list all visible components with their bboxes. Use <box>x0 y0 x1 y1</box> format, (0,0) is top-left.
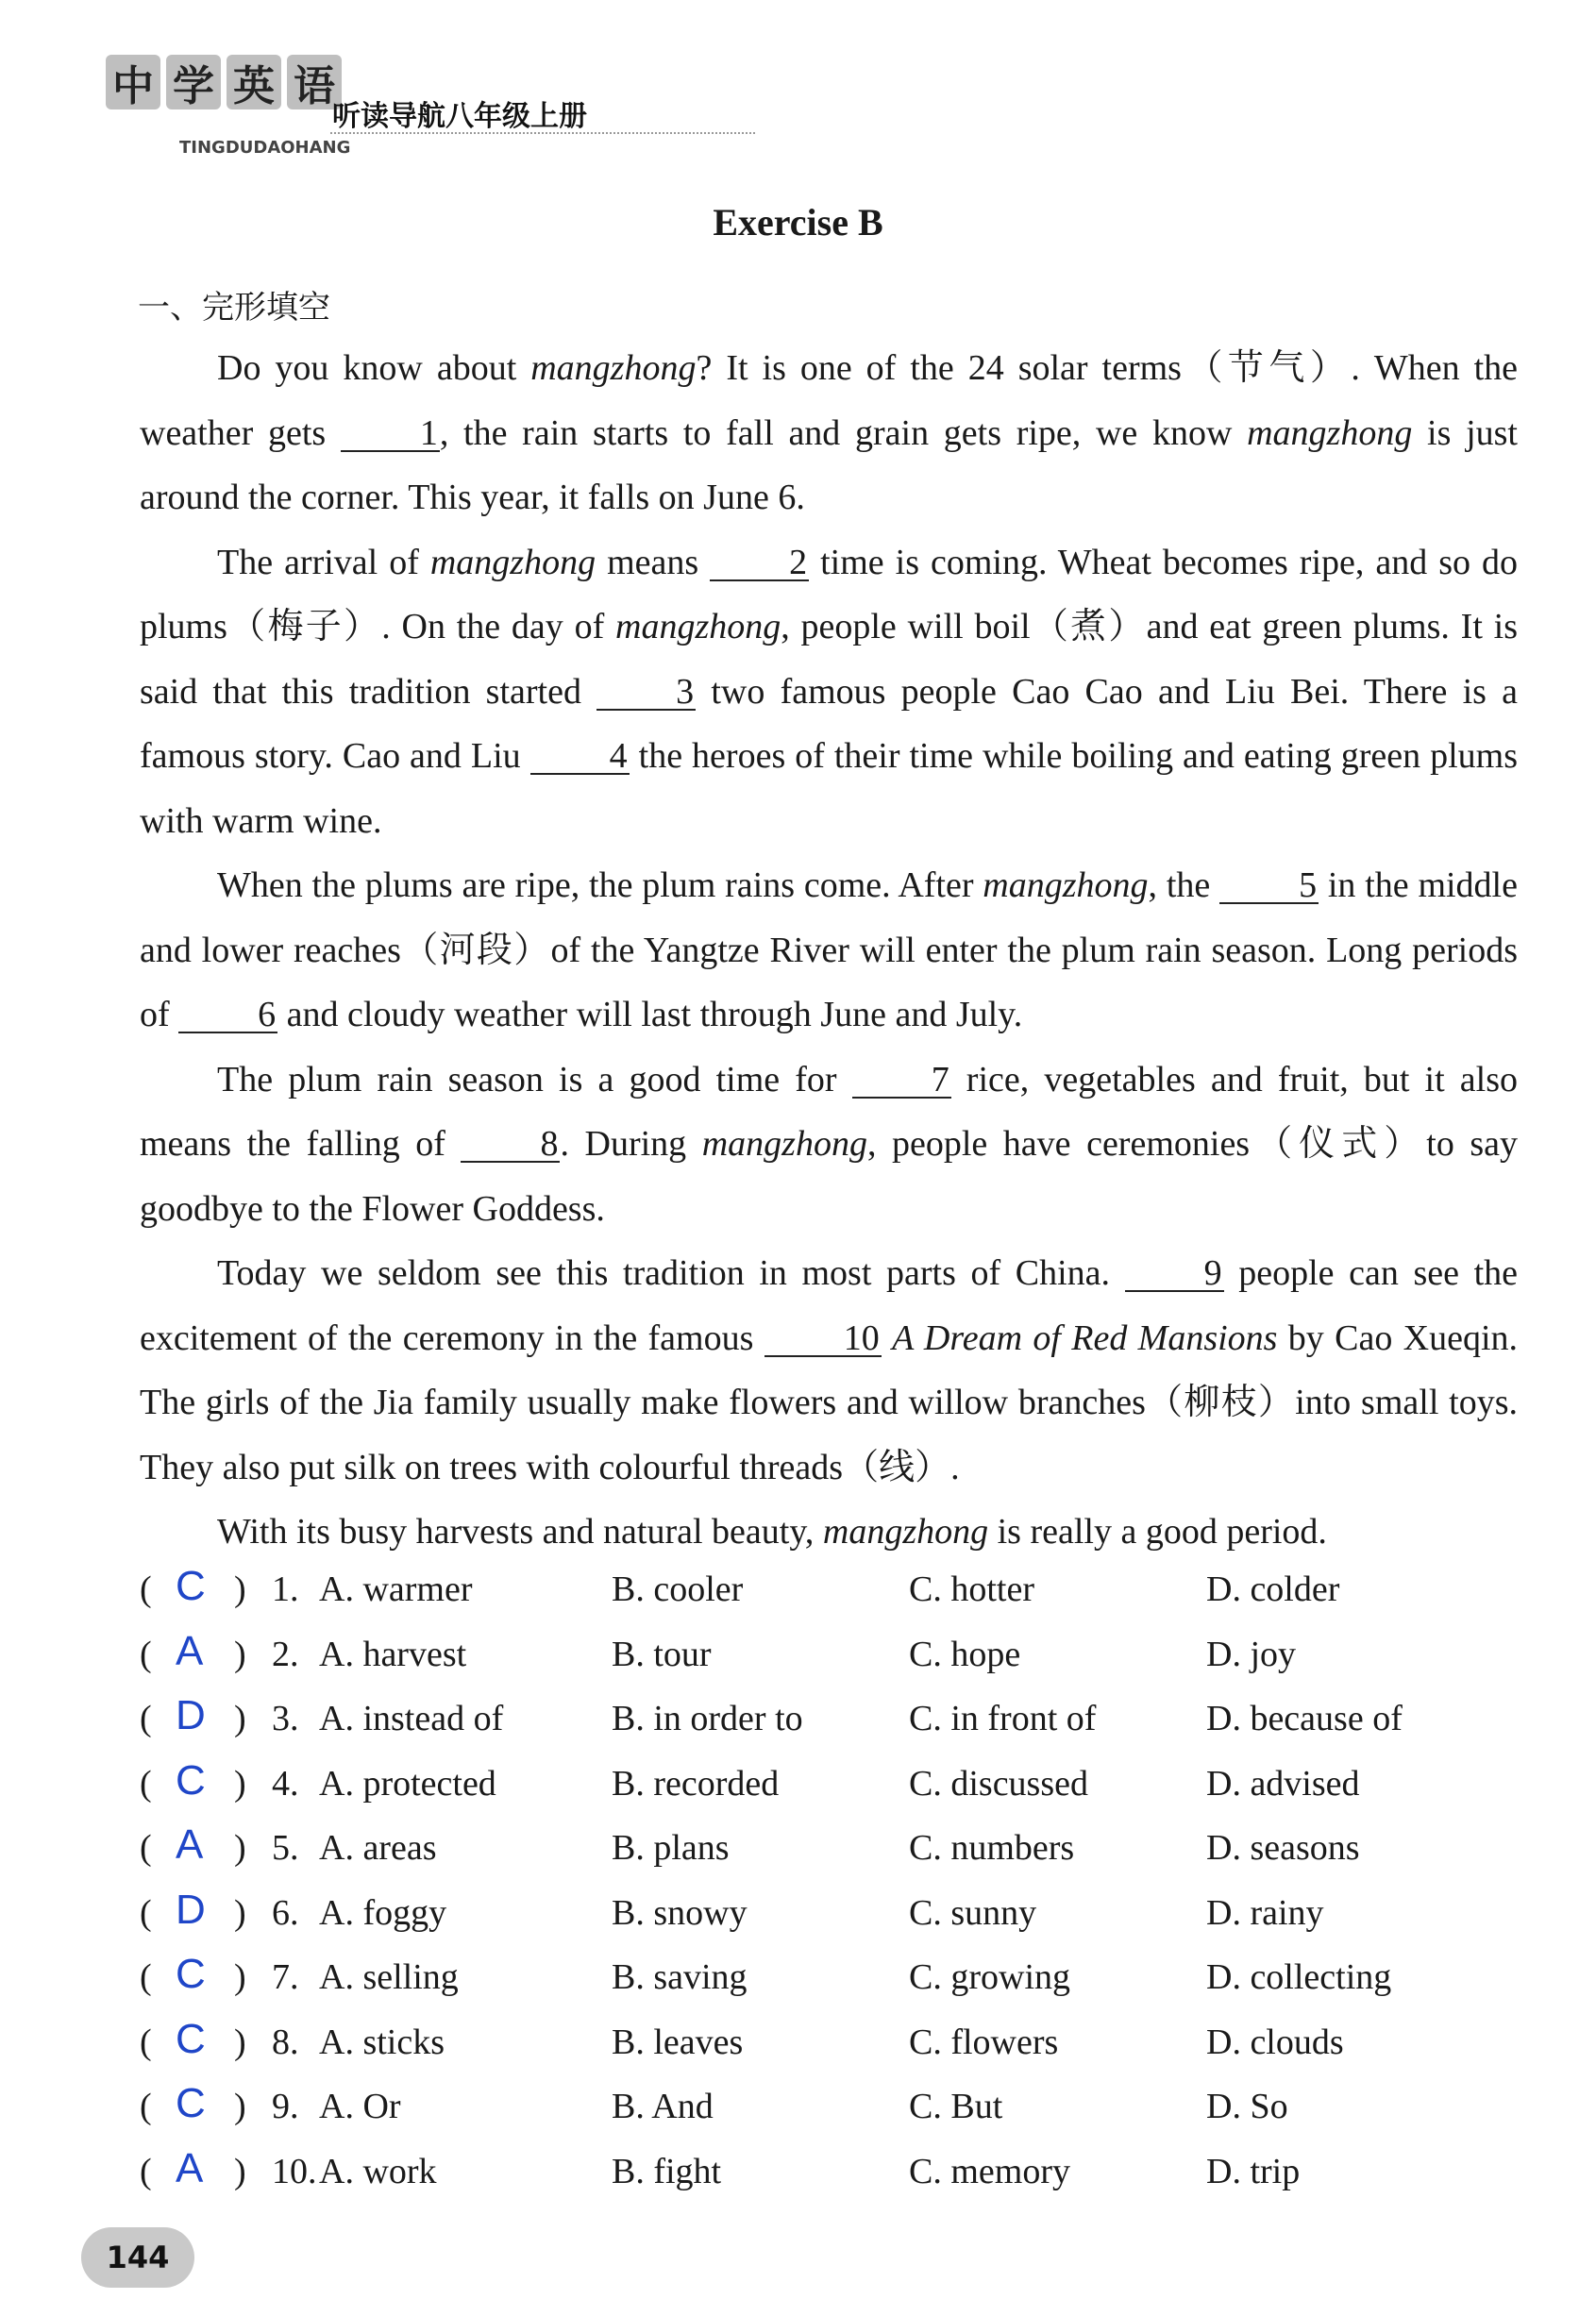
passage-paragraph <box>140 530 1518 854</box>
option-c: C. growing <box>909 1957 1070 1997</box>
passage-text: time is coming. Wheat becomes ripe, and so do plums（梅子）. On the day of <box>140 542 1518 646</box>
paren-close: ) <box>234 1569 246 1609</box>
question-row <box>140 1688 1518 1754</box>
passage-text <box>882 1318 892 1358</box>
option-a: A. selling <box>319 1957 459 1997</box>
option-d: D. So <box>1206 2087 1288 2126</box>
paren-open: ( <box>140 1699 152 1738</box>
paren-close: ) <box>234 2087 246 2126</box>
cloze-passage <box>140 336 1518 1565</box>
italic-term: mangzhong <box>701 1124 867 1164</box>
answer-blank: 3 <box>596 675 696 711</box>
option-b: B. leaves <box>612 2022 744 2062</box>
option-d: D. trip <box>1206 2151 1301 2191</box>
question-number: 3. <box>272 1699 299 1738</box>
option-a: A. work <box>319 2151 437 2191</box>
paren-close: ) <box>234 1699 246 1738</box>
option-b: B. fight <box>612 2151 722 2191</box>
option-b: B. plans <box>612 1828 730 1868</box>
answer-mark: D <box>176 1886 206 1933</box>
option-a: A. harvest <box>319 1634 467 1674</box>
italic-term: mangzhong <box>429 542 596 582</box>
passage-text: , people will boil（煮）and eat green plums. It is said that this tradition started <box>140 607 1518 712</box>
option-d: D. seasons <box>1206 1828 1360 1868</box>
question-number: 2. <box>272 1634 299 1674</box>
passage-paragraph <box>140 853 1518 1048</box>
option-c: C. hotter <box>909 1569 1034 1609</box>
option-b: B. in order to <box>612 1699 803 1738</box>
answer-mark: C <box>176 2015 206 2062</box>
option-b: B. snowy <box>612 1892 748 1933</box>
passage-text: the heroes of their time while boiling and eating green plums with warm wine. <box>140 736 1519 841</box>
exercise-title: Exercise B <box>713 201 883 243</box>
paren-close: ) <box>234 1828 246 1868</box>
passage-text: two famous people Cao Cao and Liu Bei. There is a famous story. Cao and Liu <box>140 671 1518 776</box>
paren-close: ) <box>234 1763 246 1804</box>
page-number: 144 <box>81 2227 194 2288</box>
logo-char: 中 <box>106 55 160 109</box>
option-c: C. hope <box>909 1634 1021 1674</box>
italic-term: mangzhong <box>530 348 697 388</box>
option-c: C. flowers <box>909 2022 1059 2062</box>
question-number: 9. <box>272 2087 299 2126</box>
option-c: C. discussed <box>909 1763 1088 1804</box>
option-c: C. memory <box>909 2151 1070 2191</box>
option-b: B. recorded <box>612 1763 780 1804</box>
question-number: 1. <box>272 1569 299 1609</box>
passage-text: is really a good period. <box>988 1512 1327 1552</box>
answer-mark: C <box>176 1756 206 1804</box>
option-a: A. Or <box>319 2087 401 2126</box>
paren-close: ) <box>234 1634 246 1674</box>
question-number: 4. <box>272 1763 299 1804</box>
option-b: B. cooler <box>612 1569 744 1609</box>
paren-open: ( <box>140 2151 152 2191</box>
option-d: D. because of <box>1206 1699 1403 1738</box>
question-row <box>140 2141 1518 2207</box>
passage-text: rice, vegetables and fruit, but it also means the falling of <box>140 1059 1518 1164</box>
answer-blank: 7 <box>852 1063 951 1099</box>
answer-blank: 1 <box>341 416 440 452</box>
option-d: D. clouds <box>1206 2022 1344 2062</box>
passage-text: Today we seldom see this tradition in most parts of China. <box>217 1253 1125 1293</box>
passage-text: by Cao Xueqin. The girls of the Jia family usually make flowers and willow branches（柳枝）into small toys. They also put silk on trees with colourful threads（线）. <box>140 1317 1519 1487</box>
question-row <box>140 2012 1518 2077</box>
italic-term: mangzhong <box>983 865 1149 905</box>
header-dotted-line <box>330 132 755 134</box>
question-row <box>140 1754 1518 1819</box>
question-row <box>140 2076 1518 2141</box>
paren-open: ( <box>140 2022 152 2062</box>
question-row <box>140 1559 1518 1624</box>
book-subtitle: 听读导航八年级上册 <box>332 100 587 133</box>
question-list <box>140 1559 1518 2206</box>
passage-text: in the middle and lower reaches（河段）of the Yangtze River will enter the plum rain season. Long periods of <box>140 865 1518 1034</box>
question-number: 10. <box>272 2151 317 2191</box>
paren-open: ( <box>140 1892 152 1933</box>
italic-term: mangzhong <box>1247 412 1413 453</box>
italic-term: A Dream of Red Mansions <box>892 1317 1278 1358</box>
option-a: A. instead of <box>319 1699 504 1738</box>
option-a: A. foggy <box>319 1892 447 1933</box>
question-row <box>140 1818 1518 1883</box>
paren-close: ) <box>234 1892 246 1933</box>
italic-term: mangzhong <box>822 1512 989 1552</box>
option-c: C. sunny <box>909 1892 1037 1933</box>
passage-text: Do you know about <box>217 348 531 388</box>
answer-blank: 8 <box>461 1127 560 1163</box>
option-b: B. And <box>612 2087 714 2126</box>
option-d: D. collecting <box>1206 1957 1392 1997</box>
question-number: 5. <box>272 1828 299 1868</box>
passage-text: ? It is one of the 24 solar terms（节气）. When the weather gets <box>140 348 1518 453</box>
passage-paragraph <box>140 1500 1518 1565</box>
paren-open: ( <box>140 1763 152 1804</box>
question-row <box>140 1883 1518 1948</box>
option-d: D. joy <box>1206 1634 1296 1674</box>
answer-blank: 2 <box>710 545 809 581</box>
passage-paragraph <box>140 1241 1518 1500</box>
passage-text: , the rain starts to fall and grain gets ripe, we know <box>439 412 1248 453</box>
answer-blank: 6 <box>178 998 277 1033</box>
paren-open: ( <box>140 2087 152 2126</box>
section-heading: 一、完形填空 <box>138 289 330 327</box>
option-c: C. But <box>909 2087 1003 2126</box>
passage-text: The plum rain season is a good time for <box>217 1059 852 1099</box>
logo-char: 英 <box>227 55 281 109</box>
passage-text: . During <box>560 1124 702 1164</box>
option-b: B. tour <box>612 1634 712 1674</box>
option-c: C. numbers <box>909 1828 1075 1868</box>
question-number: 6. <box>272 1892 299 1933</box>
answer-mark: C <box>176 1563 206 1609</box>
option-a: A. areas <box>319 1828 437 1868</box>
answer-blank: 10 <box>764 1321 882 1357</box>
paren-open: ( <box>140 1569 152 1609</box>
passage-text: means <box>596 542 711 582</box>
question-row <box>140 1624 1518 1689</box>
book-logo <box>106 55 587 158</box>
paren-open: ( <box>140 1957 152 1997</box>
passage-text: and cloudy weather will last through June and July. <box>277 995 1023 1034</box>
option-d: D. colder <box>1206 1569 1340 1609</box>
logo-char: 学 <box>166 55 221 109</box>
book-pinyin: TINGDUDAOHANG <box>179 138 351 158</box>
answer-mark: C <box>176 1951 206 1997</box>
paren-open: ( <box>140 1828 152 1868</box>
passage-text: When the plums are ripe, the plum rains come. After <box>217 865 983 905</box>
option-c: C. in front of <box>909 1699 1097 1738</box>
passage-text: people can see the excitement of the ceremony in the famous <box>140 1253 1519 1358</box>
paren-close: ) <box>234 2151 246 2191</box>
answer-blank: 9 <box>1125 1256 1224 1292</box>
answer-mark: A <box>176 1627 204 1674</box>
paren-close: ) <box>234 1957 246 1997</box>
passage-paragraph <box>140 336 1518 530</box>
answer-mark: C <box>176 2080 206 2126</box>
answer-blank: 4 <box>530 739 630 775</box>
passage-text: With its busy harvests and natural beauty, <box>217 1512 823 1552</box>
passage-text: The arrival of <box>217 542 430 582</box>
question-number: 7. <box>272 1957 299 1997</box>
option-d: D. rainy <box>1206 1892 1324 1933</box>
option-b: B. saving <box>612 1957 748 1997</box>
passage-paragraph <box>140 1048 1518 1242</box>
option-a: A. sticks <box>319 2022 445 2062</box>
paren-open: ( <box>140 1634 152 1674</box>
answer-mark: A <box>176 2144 204 2191</box>
question-number: 8. <box>272 2022 299 2062</box>
answer-mark: D <box>176 1692 206 1738</box>
question-row <box>140 1947 1518 2012</box>
paren-close: ) <box>234 2022 246 2062</box>
passage-text: is just around the corner. This year, it falls on June 6. <box>140 412 1518 517</box>
italic-term: mangzhong <box>615 607 781 646</box>
answer-blank: 5 <box>1219 868 1319 904</box>
passage-text: , people have ceremonies（仪式）to say goodbye to the Flower Goddess. <box>140 1124 1519 1229</box>
option-a: A. protected <box>319 1763 496 1804</box>
passage-text: , the <box>1148 865 1220 905</box>
logo-title <box>106 55 342 109</box>
answer-mark: A <box>176 1821 204 1868</box>
option-d: D. advised <box>1206 1763 1360 1804</box>
logo-char: 语 <box>287 55 342 109</box>
option-a: A. warmer <box>319 1569 473 1609</box>
